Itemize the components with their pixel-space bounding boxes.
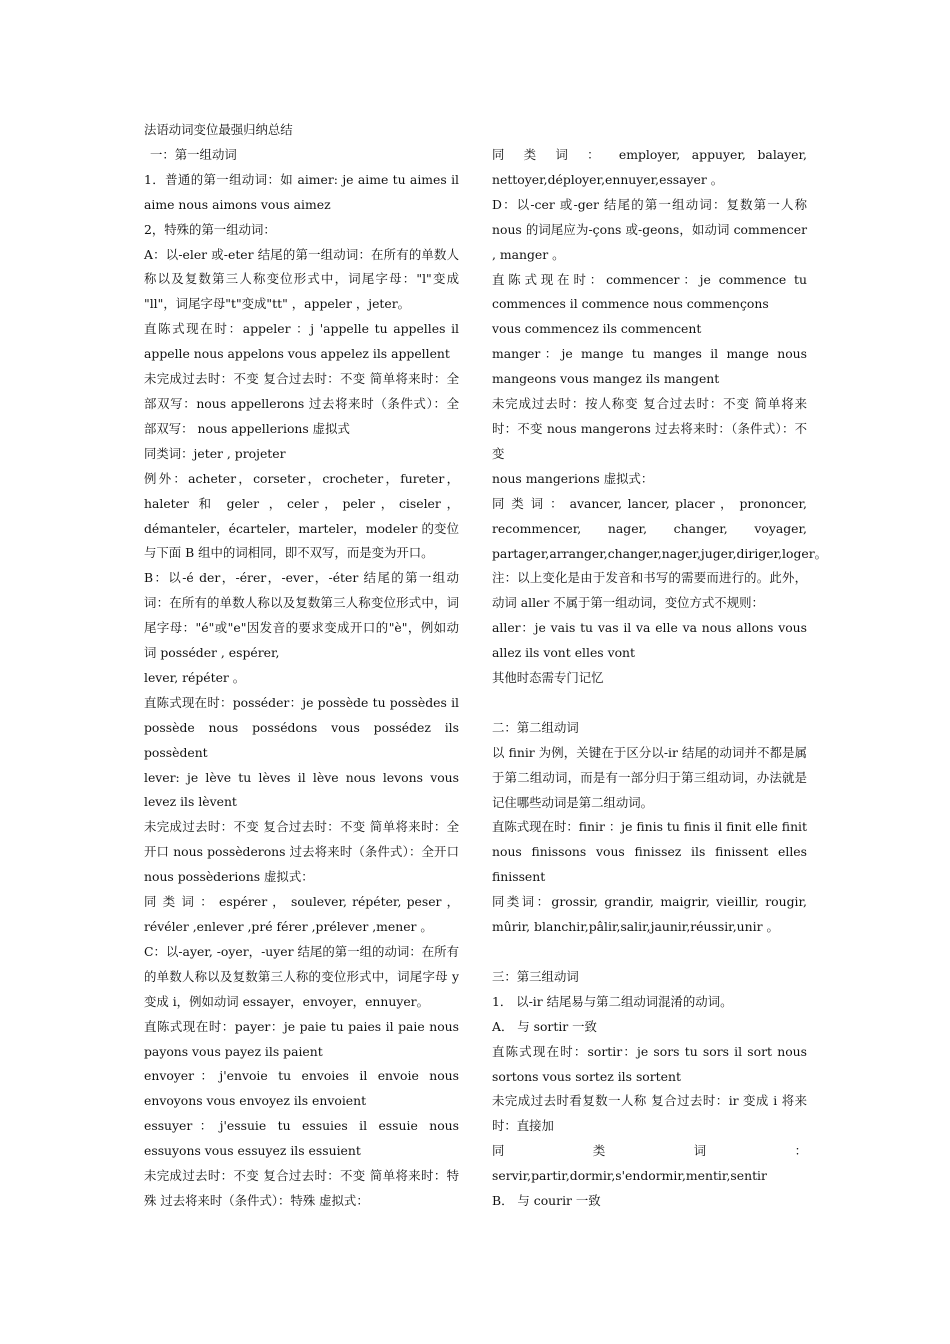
right-column [492,143,828,1214]
paragraph: C：以-ayer, -oyer，-uyer 结尾的第一组的动词：在所有的单数人称以及复数第三人称的变位形式中，词尾字母 y 变成 i，例如动词 essayer，envoyer，ennuyer。 [144,943,459,1009]
paragraph: 同类词：grossir, grandir, maigrir, vieillir, rougir, mûrir, blanchir,pâlir,salir,jaunir,réussir,unir 。 [492,894,807,935]
paragraph: 直陈式现在时：sortir：je sors tu sors il sort nous sortons vous sortez ils sortent [492,1043,807,1084]
paragraph: essuyer：j'essuie tu essuies il essuie nous essuyons vous essuyez ils essuient [144,1118,459,1159]
paragraph: 同 类 词 ： espérer ， soulever, répéter, peser ，révéler ,enlever ,pré férer ,prélever ,mener 。 [144,894,459,934]
paragraph: 其他时态需专门记忆 [492,670,604,686]
paragraph: 未完成过去时：按人称变 复合过去时：不变 简单将来时：不变 nous mangerons 过去将来时：（条件式）：不变 [492,396,807,461]
paragraph: 例外：acheter，corseter，crocheter，fureter，haleter 和 geler ，celer，peler，ciseler，démanteler，écarteler，marteler，modeler 的变位与下面 B 组中的词相同，即不双写，而是变为开口。 [144,470,459,561]
blank-line [492,691,807,716]
paragraph: vous commencez ils commencent [492,321,702,337]
paragraph: B． 与 courir 一致 [492,1193,601,1209]
paragraph: 未完成过去时：不变 复合过去时：不变 简单将来时：特殊 过去将来时（条件式）：特殊 虚拟式： [144,1168,459,1208]
paragraph: envoyer：j'envoie tu envoies il envoie nous envoyons vous envoyez ils envoient [144,1068,459,1109]
paragraph: lever: je lève tu lèves il lève nous levons vous levez ils lèvent [144,769,459,810]
paragraph: 同类词：servir,partir,dormir,s'endormir,mentir,sentir [492,1143,807,1184]
paragraph: 1．普通的第一组动词：如 aimer: je aime tu aimes il aime nous aimons vous aimez [144,171,459,212]
paragraph: 同 类 词 ： employer, appuyer, balayer, nettoyer,déployer,ennuyer,essayer 。 [492,147,807,187]
paragraph: 直陈式现在时：payer：je paie tu paies il paie nous payons vous payez ils paient [144,1018,459,1059]
paragraph: B：以-é der，-érer，-ever，-éter 结尾的第一组动词：在所有的单数人称以及复数第三人称变位形式中，词尾字母："é"或"e"因发音的要求变成开口的"è"，例如动词 posséder , espérer, [144,570,459,661]
paragraph: 直陈式现在时：posséder：je possède tu possèdes il possède nous possédons vous possédez ils possèdent [144,694,459,760]
paragraph: 注：以上变化是由于发音和书写的需要而进行的。此外，动词 aller 不属于第一组动词，变位方式不规则： [492,570,807,611]
paragraph: 2，特殊的第一组动词： [144,221,276,237]
paragraph: 未完成过去时：不变 复合过去时：不变 简单将来时：全开口 nous possèderons 过去将来时（条件式）：全开口 nous possèderions 虚拟式： [144,819,459,885]
paragraph: 直陈式现在时：appeler ：j 'appelle tu appelles il appelle nous appelons vous appelez ils appellent [144,321,459,362]
section-heading-group-3: 三：第三组动词 [492,968,579,984]
paragraph: D：以-cer 或-ger 结尾的第一组动词：复数第一人称 nous 的词尾应为-çons 或-geons，如动词 commencer , manger 。 [492,196,807,262]
section-heading-group-1: 一：第一组动词 [150,146,237,162]
paragraph: 未完成过去时看复数一人称 复合过去时：ir 变成 i 将来时：直接加 [492,1093,807,1134]
paragraph: 同 类 词 ： avancer, lancer, placer ， prononcer, recommencer, nager, changer, voyager, partager,arranger,changer,nager,juger,diriger,loger。 [492,495,828,561]
paragraph: nous mangerions 虚拟式： [492,470,654,486]
paragraph: A：以-eler 或-eter 结尾的第一组动词：在所有的单数人称以及复数第三人称变位形式中，词尾字母："l"变成 "ll"，词尾字母"t"变成"tt" ，appeler ，jeter。 [144,246,459,312]
paragraph: A． 与 sortir 一致 [492,1018,597,1034]
paragraph: 1． 以-ir 结尾易与第二组动词混淆的动词。 [492,993,733,1009]
section-heading-group-2: 二：第二组动词 [492,719,579,735]
blank-line [492,940,807,965]
paragraph: 未完成过去时：不变 复合过去时：不变 简单将来时：全部双写：nous appellerons 过去将来时（条件式）：全部双写： nous appellerions 虚拟式 [144,371,459,436]
paragraph: 直陈式现在时：finir ：je finis tu finis il finit elle finit nous finissons vous finissez ils finissent elles finissent [492,819,807,885]
paragraph: lever, répéter 。 [144,669,246,685]
document-title: 法语动词变位最强归纳总结 [144,122,293,137]
paragraph: 同类词：jeter , projeter [144,445,286,461]
paragraph: manger：je mange tu manges il mange nous mangeons vous mangez ils mangent [492,346,807,387]
left-column [144,118,459,1214]
paragraph: 以 finir 为例，关键在于区分以-ir 结尾的动词并不都是属于第二组动词，而是有一部分归于第三组动词，办法就是记住哪些动词是第二组动词。 [492,744,807,810]
paragraph: 直陈式现在时：commencer：je commence tu commences il commence nous commençons [492,271,807,312]
paragraph: aller：je vais tu vas il va elle va nous allons vous allez ils vont elles vont [492,620,807,661]
